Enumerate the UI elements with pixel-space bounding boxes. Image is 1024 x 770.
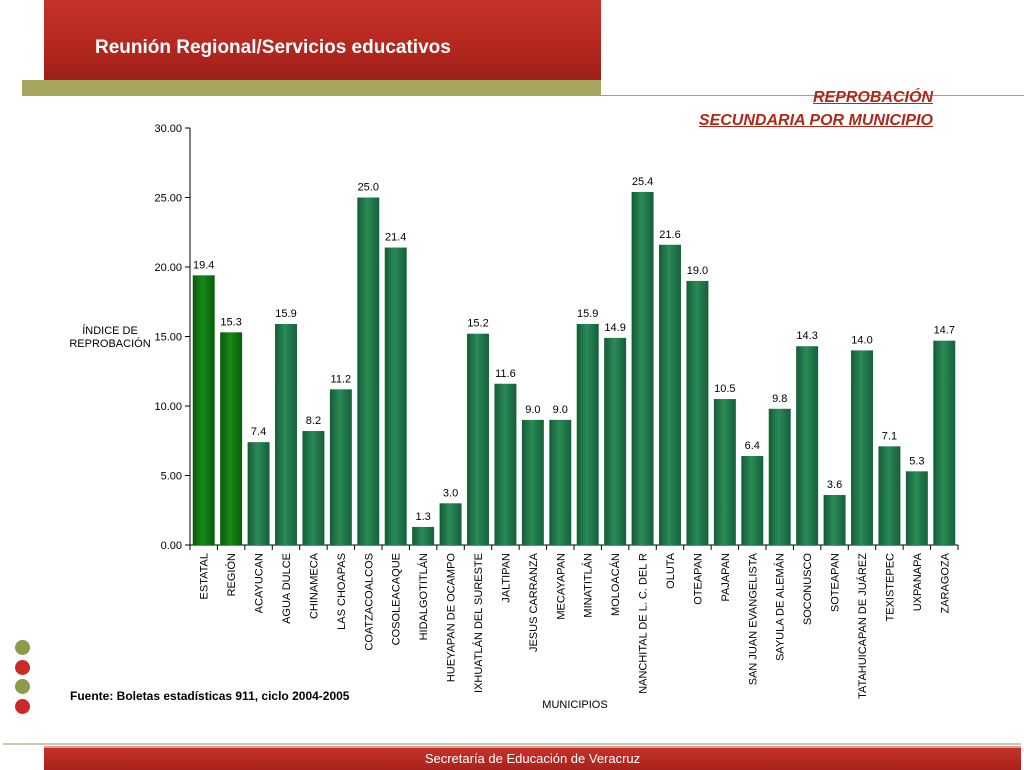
bar <box>604 338 626 545</box>
subtitle-line-2: SECUNDARIA POR MUNICIPIO <box>698 112 933 129</box>
bar <box>632 192 654 545</box>
category-label: OLUTA <box>665 553 677 589</box>
bar <box>385 248 407 545</box>
category-label: REGIÓN <box>226 553 239 597</box>
y-tick-label: 0.00 <box>160 540 182 552</box>
bar <box>302 431 324 545</box>
category-label: SAYULA DE ALEMÁN <box>774 553 787 662</box>
bar <box>686 281 708 545</box>
category-label: CHINAMECA <box>308 553 321 620</box>
category-label: TATAHUICAPAN DE JUÁREZ <box>857 553 869 699</box>
chart-bars <box>193 192 956 545</box>
category-label: JALTIPAN <box>500 553 513 603</box>
data-label: 14.7 <box>933 324 955 337</box>
bar <box>906 471 928 545</box>
data-label: 10.5 <box>714 383 736 396</box>
category-label: MECAYAPAN <box>555 553 568 620</box>
y-tick-label: 5.00 <box>160 470 182 483</box>
data-label: 3.0 <box>442 487 459 500</box>
bar <box>714 399 736 545</box>
data-label: 25.4 <box>631 175 654 188</box>
decorative-dot-red-2 <box>15 699 30 714</box>
category-label: TEXISTEPEC <box>884 553 897 622</box>
bar <box>851 350 873 545</box>
bar <box>494 384 516 545</box>
category-label: HUEYAPAN DE OCAMPO <box>445 553 458 683</box>
y-tick-label: 10.00 <box>154 401 182 413</box>
y-axis-label: ÍNDICE DE REPROBACIÓN <box>69 325 151 350</box>
category-label: SOTEAPAN <box>829 553 842 613</box>
data-label: 1.3 <box>415 510 431 523</box>
category-label: PAJAPAN <box>719 553 732 602</box>
category-label: COATZACOALCOS <box>363 553 376 651</box>
data-label: 14.3 <box>796 330 818 343</box>
category-label: ACAYUCAN <box>253 553 266 614</box>
footer-text: Secretaría de Educación de Veracruz <box>424 751 641 766</box>
bar <box>577 324 599 545</box>
x-axis-label: MUNICIPIOS <box>542 699 608 711</box>
bar <box>824 495 846 545</box>
y-tick-label: 25.00 <box>154 192 182 205</box>
category-label: LAS CHOAPAS <box>335 553 348 630</box>
bar <box>549 420 571 545</box>
bar <box>878 446 900 545</box>
decorative-dot-olive-2 <box>15 679 30 694</box>
data-label: 15.2 <box>467 317 489 330</box>
category-label: NANCHITAL DE L. C. DEL R <box>637 553 650 694</box>
data-label: 9.0 <box>552 403 568 416</box>
bar <box>193 275 215 545</box>
data-label: 19.4 <box>193 259 215 272</box>
category-label: MOLOACÁN <box>610 553 623 616</box>
bottom-rule <box>3 743 1021 745</box>
category-label: ZARAGOZA <box>939 553 952 614</box>
bar <box>357 198 379 546</box>
y-tick-label: 15.00 <box>154 331 182 344</box>
data-label: 6.4 <box>744 440 760 453</box>
data-label: 9.8 <box>772 392 788 405</box>
bar <box>248 442 270 545</box>
category-label: JESUS CARRANZA <box>527 553 540 653</box>
bar <box>796 346 818 545</box>
bar <box>769 409 791 545</box>
y-tick-label: 20.00 <box>154 262 182 274</box>
source-note: Fuente: Boletas estadísticas 911, ciclo 2004-2005 <box>70 689 350 703</box>
data-label: 3.6 <box>826 478 843 491</box>
category-label: SOCONUSCO <box>802 553 815 626</box>
bar <box>522 420 544 545</box>
data-label: 14.0 <box>851 334 873 347</box>
data-label: 21.6 <box>659 228 681 241</box>
category-label: COSOLEACAQUE <box>390 553 403 646</box>
footer-bar <box>44 746 1021 770</box>
decorative-dot-olive-1 <box>15 640 30 655</box>
category-label: IXHUATLÁN DEL SURESTE <box>473 553 485 693</box>
bar <box>440 503 462 545</box>
data-label: 7.4 <box>250 426 267 439</box>
category-label: HIDALGOTITLÁN <box>418 553 431 641</box>
category-label: UXPANAPA <box>911 553 924 612</box>
bar <box>933 341 955 545</box>
data-label: 15.9 <box>577 307 599 320</box>
data-label: 25.0 <box>357 181 379 194</box>
bar <box>659 245 681 545</box>
bar <box>741 456 763 545</box>
data-label: 21.4 <box>385 231 407 244</box>
bar <box>330 389 352 545</box>
data-label: 8.2 <box>305 415 322 428</box>
bar <box>275 324 297 545</box>
data-label: 15.3 <box>220 316 242 329</box>
category-label: OTEAPAN <box>692 553 705 605</box>
data-label: 15.9 <box>275 307 297 320</box>
data-label: 11.6 <box>495 367 516 380</box>
decorative-dot-red-1 <box>15 660 30 675</box>
category-label: AGUA DULCE <box>281 553 293 624</box>
data-label: 9.0 <box>525 403 541 416</box>
data-label: 7.1 <box>881 430 898 443</box>
subtitle-line-1: REPROBACIÓN <box>812 89 933 106</box>
page-title: Reunión Regional/Servicios educativos <box>95 37 451 58</box>
category-label: SAN JUAN EVANGELISTA <box>747 553 760 686</box>
bar <box>220 332 242 545</box>
data-label: 11.2 <box>330 373 352 386</box>
data-label: 14.9 <box>604 321 626 334</box>
data-label: 19.0 <box>686 264 709 277</box>
bar <box>412 527 434 545</box>
data-label: 5.3 <box>909 455 925 468</box>
bar <box>467 334 489 545</box>
category-label: ESTATAL <box>198 553 211 600</box>
category-label: MINATITLÁN <box>582 553 595 618</box>
y-tick-label: 30.00 <box>154 123 182 135</box>
